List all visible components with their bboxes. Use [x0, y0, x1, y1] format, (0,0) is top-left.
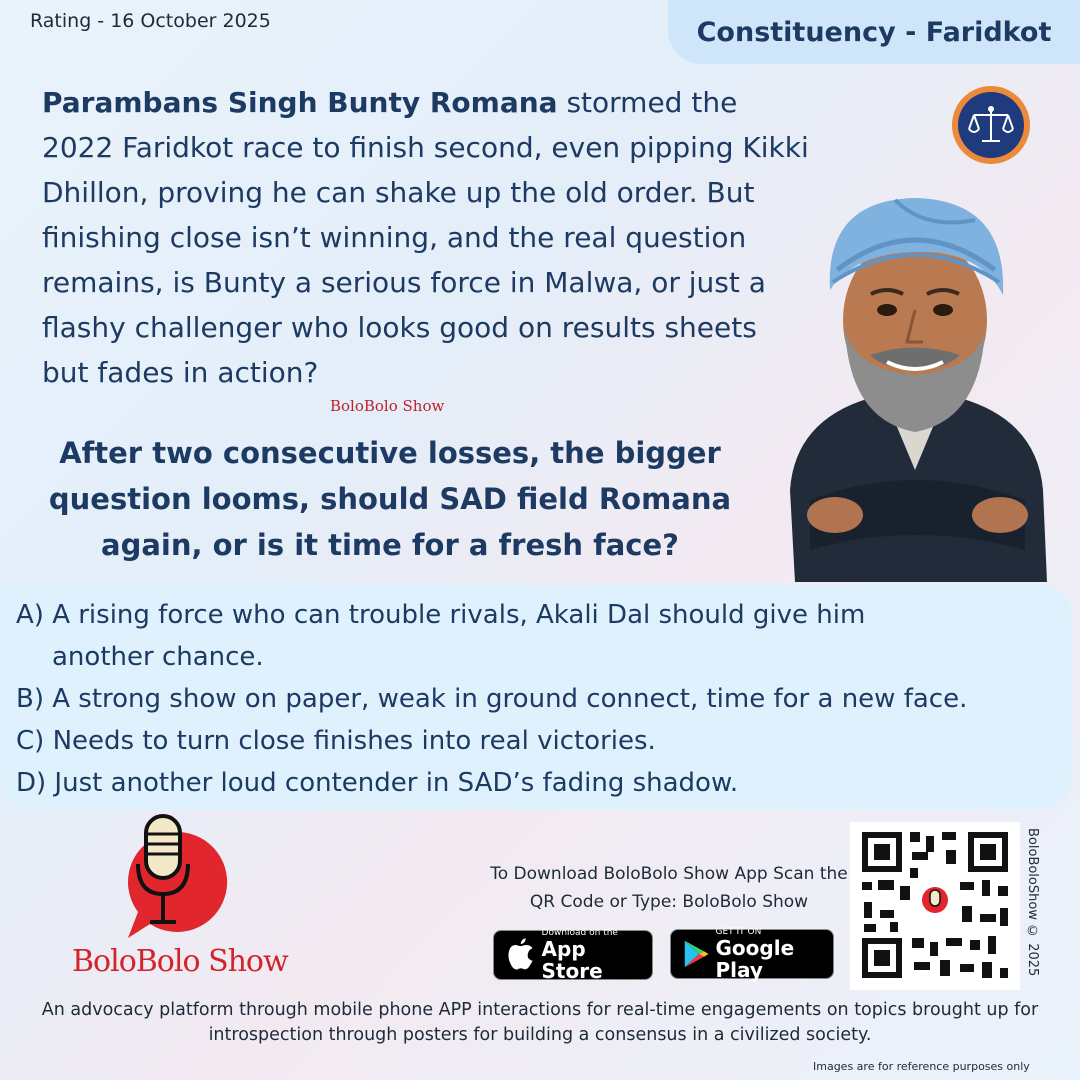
constituency-label: Constituency - Faridkot [668, 0, 1080, 64]
candidate-name: Parambans Singh Bunty Romana [42, 86, 558, 119]
rating-date: Rating - 16 October 2025 [30, 10, 271, 32]
google-play-icon [683, 938, 710, 970]
footer-tagline: An advocacy platform through mobile phone APP interactions for real-time engagements on topics brought up for introspection through posters for building a consensus in a civilized society. [41, 1000, 1039, 1045]
option-c[interactable]: C) Needs to turn close finishes into real victories. [16, 726, 656, 756]
intro-text: stormed the 2022 Faridkot race to finish second, even pipping Kikki Dhillon, proving he can shake up the old order. But finishing close isn’t winning, and the real question remains, is Bunty a serious force in Malwa, or just a flashy challenger who looks good on results sheets but fades in action? [42, 86, 809, 389]
watermark: BoloBolo Show [330, 397, 445, 415]
party-logo [952, 86, 1030, 164]
scales-icon [966, 103, 1016, 147]
image-disclaimer: Images are for reference purposes only [813, 1060, 1030, 1073]
option-a[interactable]: A) A rising force who can trouble rivals, Akali Dal should give him [16, 600, 866, 630]
google-play-button[interactable] [670, 927, 834, 982]
app-store-big-text: App Store [541, 937, 603, 983]
apple-icon [506, 938, 536, 972]
qr-code[interactable] [850, 822, 1020, 990]
option-d[interactable]: D) Just another loud contender in SAD’s fading shadow. [16, 768, 739, 798]
option-a-continued[interactable]: another chance. [52, 642, 264, 672]
candidate-portrait [775, 170, 1055, 582]
google-play-small-text: GET IT ON [715, 927, 762, 937]
app-store-small-text: Download on the [541, 928, 618, 938]
bolobolo-mic-logo [120, 812, 235, 940]
poll-question: After two consecutive losses, the bigger question looms, should SAD field Romana again, or is it time for a fresh face? [48, 436, 732, 562]
google-play-big-text: Google Play [715, 936, 795, 982]
brand-name: BoloBolo Show [72, 944, 288, 979]
intro-paragraph [42, 80, 812, 395]
download-instructions: To Download BoloBolo Show App Scan the QR Code or Type: BoloBolo Show [490, 864, 848, 912]
option-b[interactable]: B) A strong show on paper, weak in ground connect, time for a new face. [16, 684, 968, 714]
app-store-button[interactable] [493, 928, 653, 983]
copyright-vertical: BoloBoloShow © 2025 [1025, 828, 1040, 977]
